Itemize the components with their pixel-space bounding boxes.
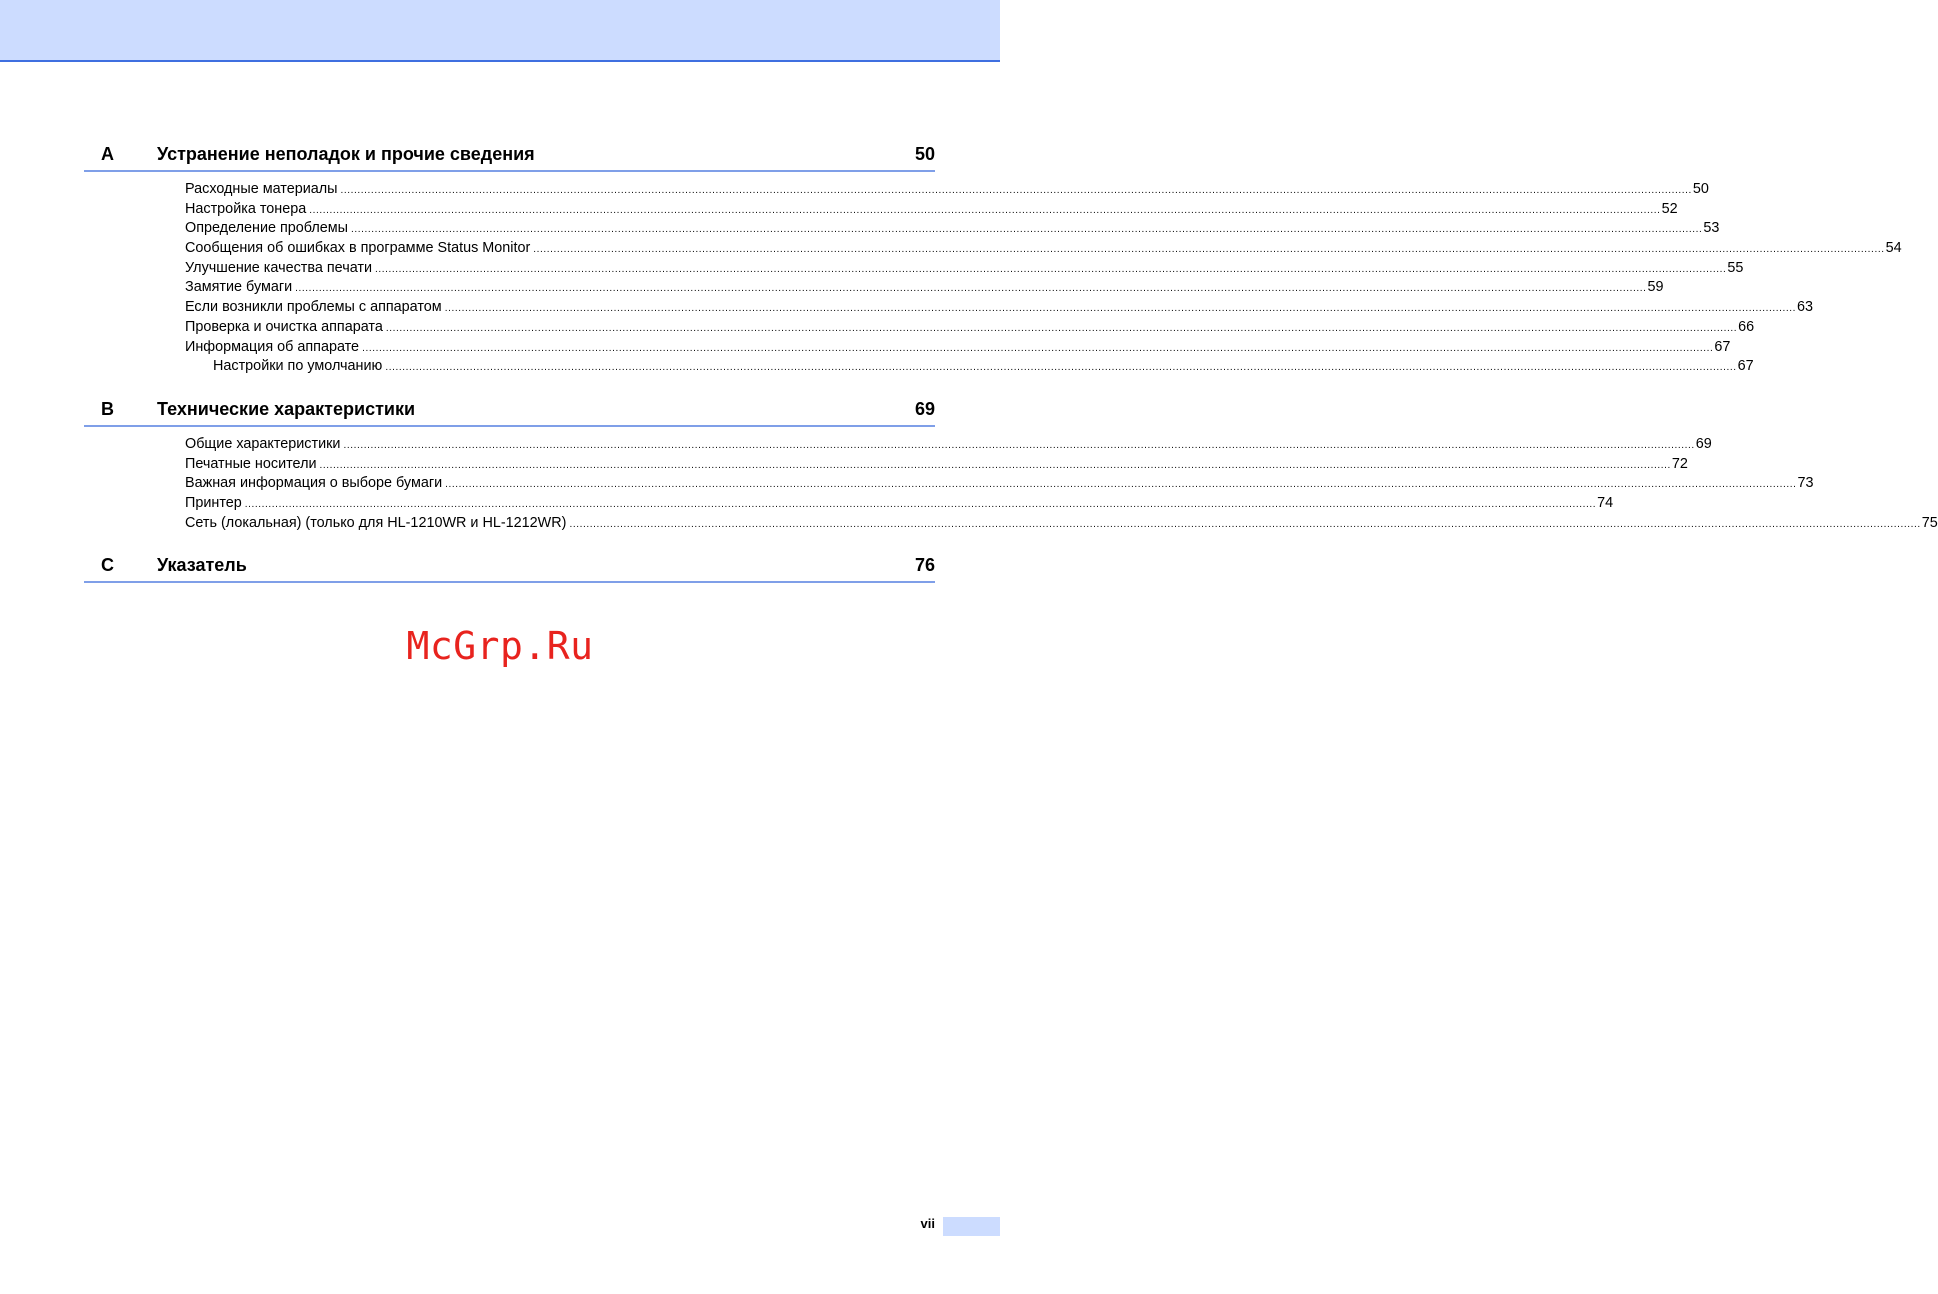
toc-entry-page: 74 bbox=[1597, 495, 1614, 512]
section-letter: C bbox=[101, 555, 114, 575]
toc-section-c bbox=[84, 551, 935, 583]
header-band bbox=[0, 0, 1000, 62]
dot-leader: ................................................................................................................................................................................................................................................................................................................................................................................................................ bbox=[244, 499, 1597, 511]
section-page-number: 50 bbox=[914, 144, 935, 164]
toc-entry-title: Расходные материалы bbox=[185, 181, 338, 197]
toc-entry[interactable] bbox=[84, 180, 1709, 200]
section-page-number: 76 bbox=[914, 555, 935, 575]
toc-entry-page: 52 bbox=[1661, 200, 1678, 217]
toc-entry-page: 66 bbox=[1738, 318, 1755, 335]
dot-leader: ................................................................................................................................................................................................................................................................................................................................................................................................................ bbox=[385, 362, 1737, 374]
toc-entry-page: 67 bbox=[1714, 338, 1731, 355]
page-tab-marker bbox=[943, 1217, 1000, 1236]
section-letter: A bbox=[101, 144, 114, 164]
toc-entry-title: Информация об аппарате bbox=[185, 338, 360, 355]
toc-entry-title: Печатные носители bbox=[185, 455, 317, 472]
toc-section-a bbox=[84, 140, 1902, 377]
dot-leader: ................................................................................................................................................................................................................................................................................................................................................................................................................ bbox=[319, 459, 1671, 471]
dot-leader: ................................................................................................................................................................................................................................................................................................................................................................................................................ bbox=[385, 322, 1738, 334]
toc-entry[interactable] bbox=[84, 200, 1678, 220]
section-title: Указатель bbox=[157, 555, 247, 575]
toc-entry-page: 69 bbox=[1695, 436, 1712, 452]
toc-entry[interactable] bbox=[84, 318, 1755, 338]
section-heading[interactable] bbox=[84, 395, 935, 427]
toc-entry-page: 63 bbox=[1797, 299, 1814, 316]
toc-entry-page: 73 bbox=[1797, 475, 1814, 492]
toc-entry-title: Принтер bbox=[185, 495, 242, 512]
dot-leader: ................................................................................................................................................................................................................................................................................................................................................................................................................ bbox=[362, 342, 1714, 354]
toc-entry-title: Проверка и очистка аппарата bbox=[185, 318, 383, 335]
toc-entry-page: 54 bbox=[1885, 240, 1902, 257]
toc-list bbox=[84, 435, 1938, 533]
toc-entry-title: Сеть (локальная) (только для HL-1210WR и HL-1212WR) bbox=[185, 514, 567, 531]
section-page-number: 69 bbox=[914, 399, 935, 419]
dot-leader: ................................................................................................................................................................................................................................................................................................................................................................................................................ bbox=[295, 283, 1647, 295]
toc-list bbox=[84, 180, 1902, 377]
section-heading[interactable] bbox=[84, 140, 935, 172]
toc-entry[interactable] bbox=[84, 474, 1814, 494]
toc-entry[interactable] bbox=[84, 514, 1938, 534]
toc-entry-page: 53 bbox=[1703, 220, 1720, 237]
toc-entry-page: 67 bbox=[1737, 358, 1754, 375]
section-title: Технические характеристики bbox=[157, 399, 416, 419]
toc-entry[interactable] bbox=[84, 338, 1731, 358]
toc-entry[interactable] bbox=[84, 259, 1744, 279]
toc-entry-title: Определение проблемы bbox=[185, 220, 349, 237]
page-number: vii bbox=[920, 1216, 935, 1231]
dot-leader: ................................................................................................................................................................................................................................................................................................................................................................................................................ bbox=[375, 263, 1727, 275]
toc-entry-title: Замятие бумаги bbox=[185, 279, 293, 296]
section-title: Устранение неполадок и прочие сведения bbox=[157, 144, 535, 164]
dot-leader: ................................................................................................................................................................................................................................................................................................................................................................................................................ bbox=[569, 518, 1921, 530]
section-heading[interactable] bbox=[84, 551, 935, 583]
toc-entry[interactable] bbox=[84, 357, 1754, 377]
toc-entry-title: Важная информация о выборе бумаги bbox=[185, 475, 443, 492]
toc-entry-title: Улучшение качества печати bbox=[185, 259, 373, 276]
dot-leader: ................................................................................................................................................................................................................................................................................................................................................................................................................ bbox=[340, 185, 1692, 196]
toc-entry-page: 72 bbox=[1671, 455, 1688, 472]
toc-entry[interactable] bbox=[84, 494, 1614, 514]
toc-entry[interactable] bbox=[84, 239, 1902, 259]
toc-entry-title: Общие характеристики bbox=[185, 436, 341, 452]
toc-entry-title: Сообщения об ошибках в программе Status Monitor bbox=[185, 240, 531, 257]
toc-section-b bbox=[84, 395, 1938, 533]
toc-entry[interactable] bbox=[84, 298, 1814, 318]
toc-entry[interactable] bbox=[84, 278, 1664, 298]
dot-leader: ................................................................................................................................................................................................................................................................................................................................................................................................................ bbox=[343, 440, 1695, 451]
dot-leader: ................................................................................................................................................................................................................................................................................................................................................................................................................ bbox=[351, 224, 1703, 236]
toc-entry[interactable] bbox=[84, 435, 1712, 455]
toc-entry-page: 59 bbox=[1647, 279, 1664, 296]
dot-leader: ................................................................................................................................................................................................................................................................................................................................................................................................................ bbox=[309, 204, 1661, 216]
dot-leader: ................................................................................................................................................................................................................................................................................................................................................................................................................ bbox=[533, 244, 1885, 256]
toc-entry[interactable] bbox=[84, 219, 1720, 239]
section-letter: B bbox=[101, 399, 114, 419]
toc-entry-page: 50 bbox=[1692, 181, 1709, 197]
dot-leader: ................................................................................................................................................................................................................................................................................................................................................................................................................ bbox=[444, 303, 1797, 315]
toc-entry-title: Настройка тонера bbox=[185, 200, 307, 217]
toc-entry[interactable] bbox=[84, 455, 1688, 475]
toc-entry-title: Если возникли проблемы с аппаратом bbox=[185, 299, 442, 316]
watermark-text: McGrp.Ru bbox=[406, 624, 594, 668]
toc-entry-page: 55 bbox=[1727, 259, 1744, 276]
dot-leader: ................................................................................................................................................................................................................................................................................................................................................................................................................ bbox=[445, 479, 1797, 491]
toc-entry-title: Настройки по умолчанию bbox=[213, 358, 383, 375]
toc-entry-page: 75 bbox=[1921, 514, 1938, 531]
